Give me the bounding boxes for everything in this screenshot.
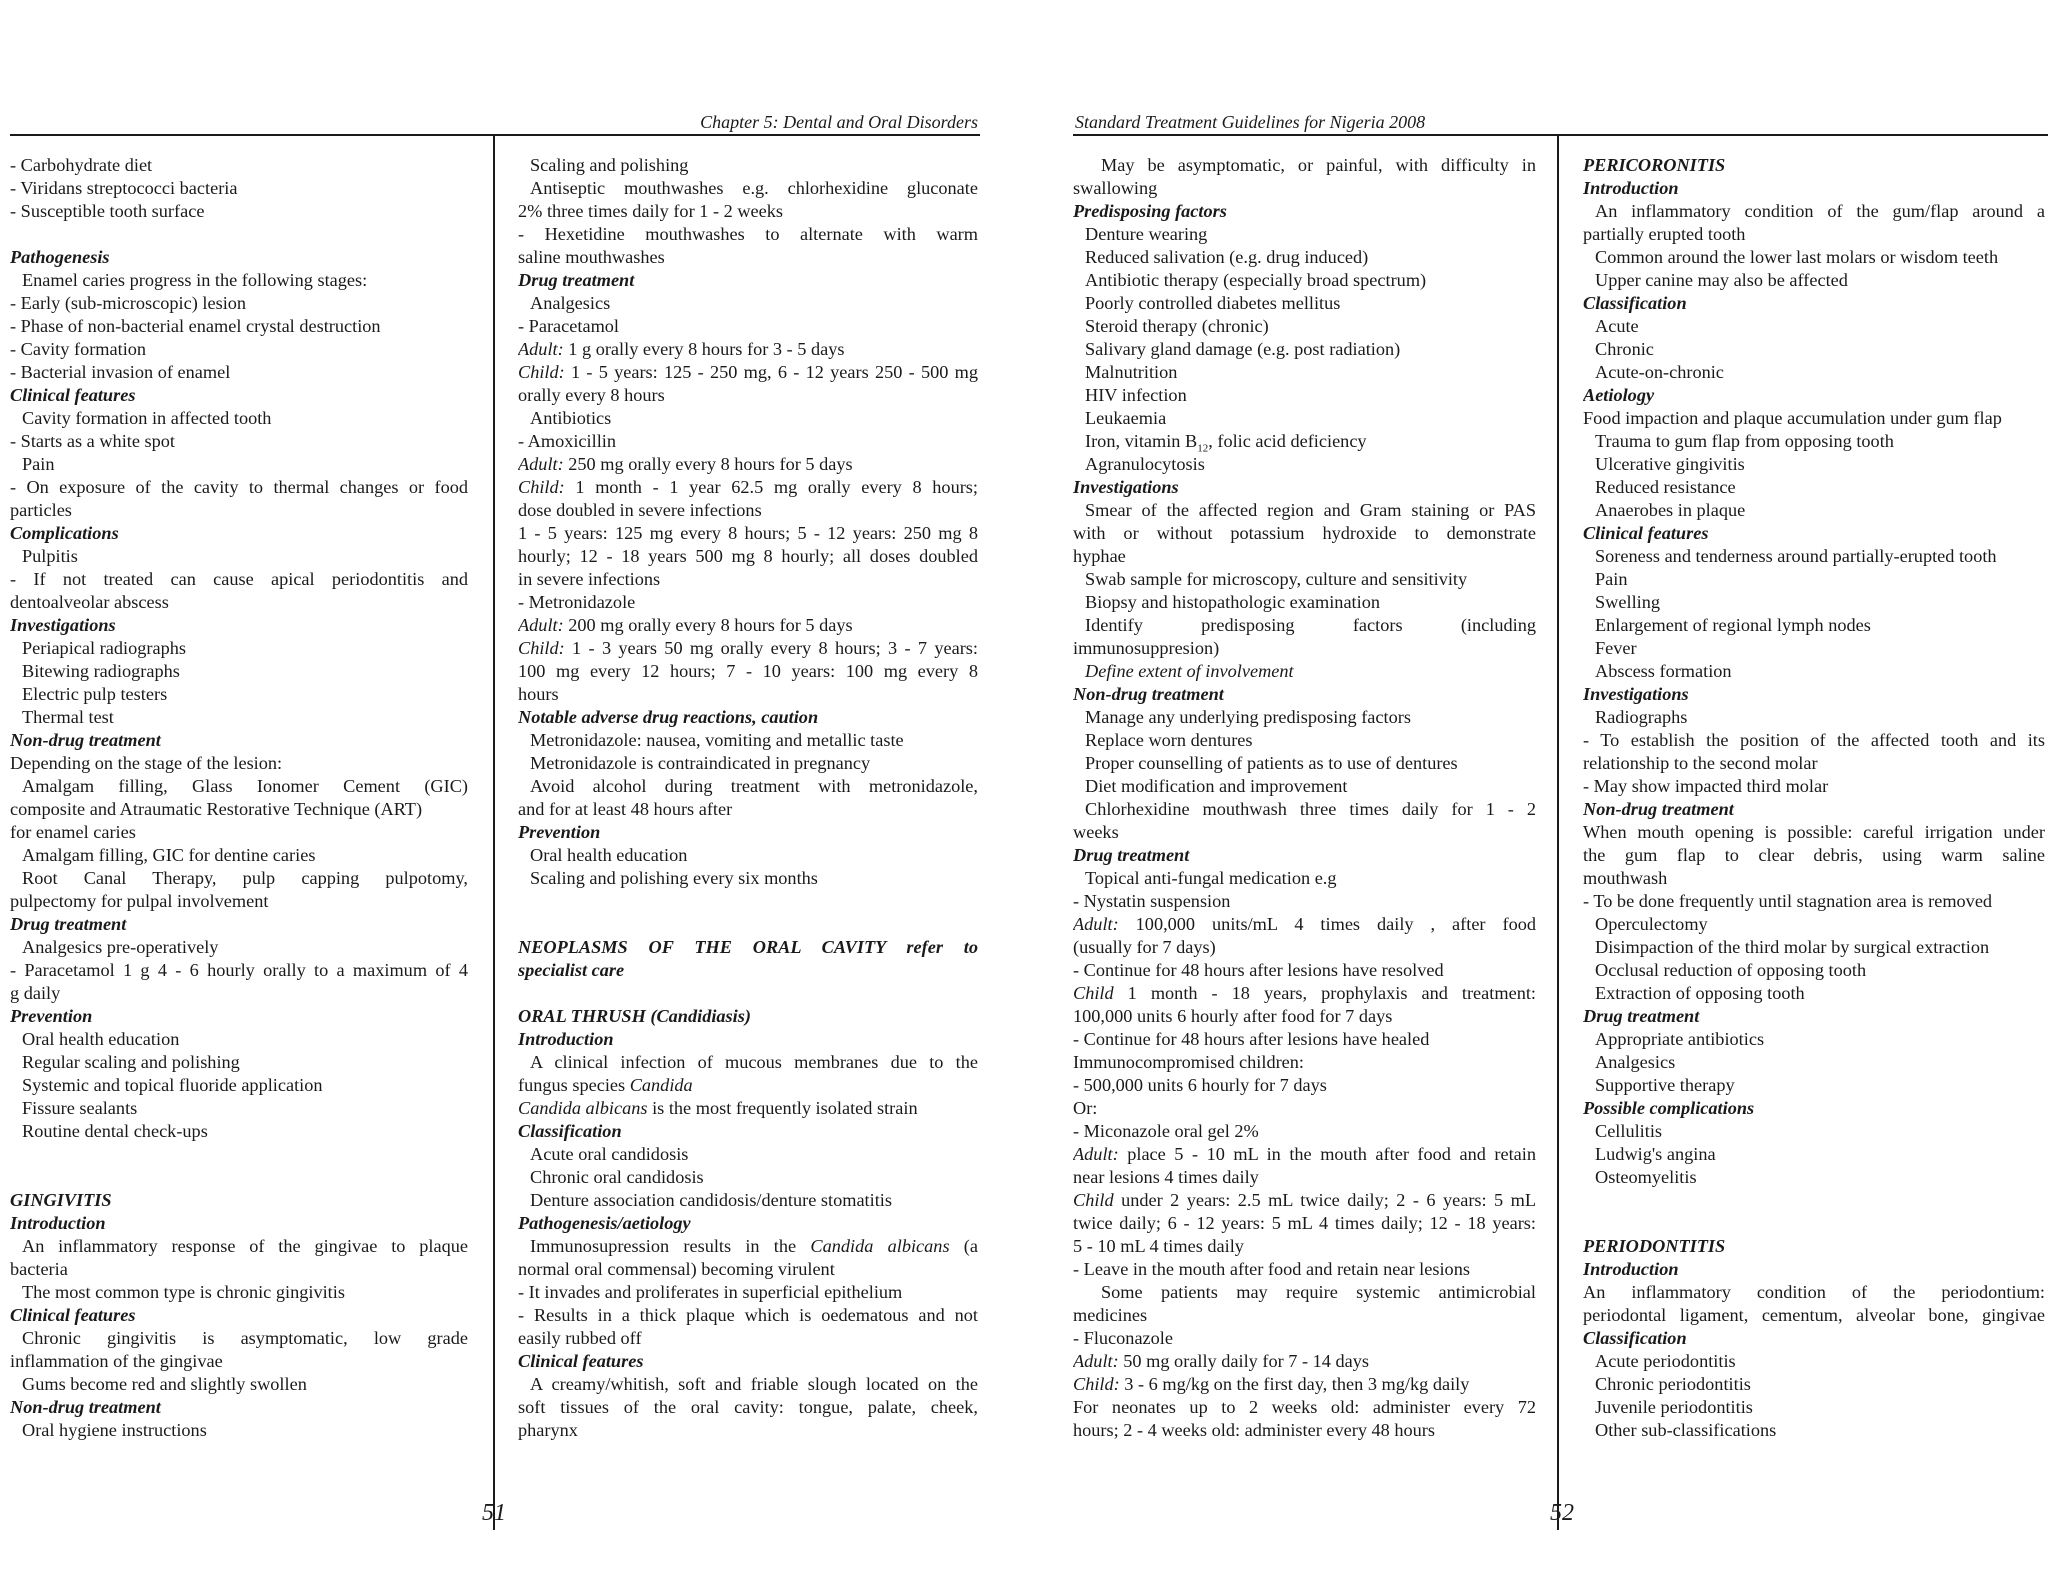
text-line: Denture association candidosis/denture stomatitis <box>530 1190 892 1210</box>
page-number-left: 51 <box>482 1500 506 1526</box>
text-line: Acute <box>1595 316 1639 336</box>
text-line: Immunosupression results in the Candida albicans (a <box>530 1236 978 1256</box>
text-line: for enamel caries <box>10 822 136 842</box>
text-line: (usually for 7 days) <box>1073 937 1216 957</box>
text-line: Cavity formation in affected tooth <box>22 408 272 428</box>
page-52-column-1 <box>1073 154 1536 1442</box>
subheading: Non-drug treatment <box>10 1397 161 1417</box>
text-line: Child: 1 month - 1 year 62.5 mg orally every 8 hours; <box>518 477 978 497</box>
text-line: Electric pulp testers <box>22 684 168 704</box>
text-line: Proper counselling of patients as to use of dentures <box>1085 753 1458 773</box>
subheading: Prevention <box>518 822 601 842</box>
text-line: - Continue for 48 hours after lesions have healed <box>1073 1029 1430 1049</box>
text-line: Amalgam filling, GIC for dentine caries <box>22 845 316 865</box>
text-line: Occlusal reduction of opposing tooth <box>1595 960 1867 980</box>
page-51-column-2 <box>518 154 978 1442</box>
text-line: near lesions 4 times daily <box>1073 1167 1259 1187</box>
text-line: 5 - 10 mL 4 times daily <box>1073 1236 1244 1256</box>
text-line: hours <box>518 684 559 704</box>
text-line: An inflammatory condition of the periodontium: <box>1583 1282 2045 1302</box>
text-line: Fever <box>1595 638 1637 658</box>
text-line: hyphae <box>1073 546 1126 566</box>
blank-line <box>518 982 978 1005</box>
text-line: Denture wearing <box>1085 224 1208 244</box>
text-line: Diet modification and improvement <box>1085 776 1348 796</box>
text-line: 2% three times daily for 1 - 2 weeks <box>518 201 783 221</box>
text-line: immunosuppresion) <box>1073 638 1220 658</box>
text-line: Identify predisposing factors (including <box>1085 615 1536 635</box>
text-line: Acute-on-chronic <box>1595 362 1724 382</box>
text-line: - Early (sub-microscopic) lesion <box>10 293 247 313</box>
text-line: Avoid alcohol during treatment with metronidazole, <box>530 776 978 796</box>
text-line: Antibiotics <box>530 408 612 428</box>
text-line: swallowing <box>1073 178 1158 198</box>
text-line: Adult: 1 g orally every 8 hours for 3 - 5 days <box>518 339 845 359</box>
text-line: An inflammatory response of the gingivae to plaque <box>22 1236 468 1256</box>
text-line: Pulpitis <box>22 546 78 566</box>
text-line: Upper canine may also be affected <box>1595 270 1848 290</box>
text-line: Agranulocytosis <box>1085 454 1205 474</box>
text-line: HIV infection <box>1085 385 1187 405</box>
text-line: - Miconazole oral gel 2% <box>1073 1121 1259 1141</box>
text-line: medicines <box>1073 1305 1148 1325</box>
text-line: - To be done frequently until stagnation area is removed <box>1583 891 1993 911</box>
text-line: mouthwash <box>1583 868 1668 888</box>
text-line: - To establish the position of the affected tooth and its <box>1583 730 2045 750</box>
text-line: Acute periodontitis <box>1595 1351 1736 1371</box>
subheading: Classification <box>1583 1328 1687 1348</box>
text-line: Iron, vitamin $B_{12}$, folic acid deficiency <box>1085 431 1367 453</box>
text-line: - Amoxicillin <box>518 431 617 451</box>
text-line: Adult: place 5 - 10 mL in the mouth after food and retain <box>1073 1144 1536 1164</box>
text-line: Pain <box>22 454 55 474</box>
section-title: GINGIVITIS <box>10 1190 112 1210</box>
subheading: Drug treatment <box>1073 845 1190 865</box>
text-line: - Fluconazole <box>1073 1328 1174 1348</box>
text-line: Disimpaction of the third molar by surgical extraction <box>1595 937 1990 957</box>
text-line: Adult: 200 mg orally every 8 hours for 5 days <box>518 615 853 635</box>
text-line: Routine dental check-ups <box>22 1121 208 1141</box>
text-line: dentoalveolar abscess <box>10 592 169 612</box>
text-line: Swelling <box>1595 592 1661 612</box>
text-line: Antibiotic therapy (especially broad spectrum) <box>1085 270 1427 290</box>
text-line: Gums become red and slightly swollen <box>22 1374 307 1394</box>
text-line: 100 mg every 12 hours; 7 - 10 years: 100 mg every 8 <box>518 661 978 681</box>
blank-line <box>1583 1212 2045 1235</box>
text-line: - Susceptible tooth surface <box>10 201 205 221</box>
section-title: specialist care <box>518 960 625 980</box>
text-line: Cellulitis <box>1595 1121 1663 1141</box>
text-line: Regular scaling and polishing <box>22 1052 240 1072</box>
text-line: orally every 8 hours <box>518 385 665 405</box>
text-line: Appropriate antibiotics <box>1595 1029 1765 1049</box>
text-line: in severe infections <box>518 569 661 589</box>
subheading: Clinical features <box>1583 523 1709 543</box>
text-line: - Paracetamol 1 g 4 - 6 hourly orally to a maximum of 4 <box>10 960 468 980</box>
text-line: Periapical radiographs <box>22 638 186 658</box>
subheading: Notable adverse drug reactions, caution <box>518 707 819 727</box>
text-line: - Phase of non-bacterial enamel crystal destruction <box>10 316 381 336</box>
column-divider-left-page <box>493 135 495 1530</box>
blank-line <box>10 1143 468 1166</box>
text-line: periodontal ligament, cementum, alveolar bone, gingivae <box>1583 1305 2045 1325</box>
text-line: and for at least 48 hours after <box>518 799 733 819</box>
text-line: 1 - 5 years: 125 mg every 8 hours; 5 - 12 years: 250 mg 8 <box>518 523 978 543</box>
text-line: weeks <box>1073 822 1119 842</box>
text-line: - On exposure of the cavity to thermal changes or food <box>10 477 468 497</box>
text-line: Oral health education <box>22 1029 180 1049</box>
page-52-column-2 <box>1583 154 2045 1442</box>
subheading: Non-drug treatment <box>1583 799 1734 819</box>
text-line: Candida albicans is the most frequently isolated strain <box>518 1098 918 1118</box>
text-line: Adult: 50 mg orally daily for 7 - 14 days <box>1073 1351 1370 1371</box>
text-line: Reduced salivation (e.g. drug induced) <box>1085 247 1369 267</box>
running-header-right: Standard Treatment Guidelines for Nigeria 2008 <box>1075 112 1426 132</box>
text-line: Common around the lower last molars or wisdom teeth <box>1595 247 1999 267</box>
text-line: Antiseptic mouthwashes e.g. chlorhexidine gluconate <box>530 178 978 198</box>
blank-line <box>518 890 978 913</box>
blank-line <box>518 913 978 936</box>
section-title: PERICORONITIS <box>1583 155 1726 175</box>
text-line: Oral health education <box>530 845 688 865</box>
text-line: particles <box>10 500 72 520</box>
text-line: Child 1 month - 18 years, prophylaxis and treatment: <box>1073 983 1536 1003</box>
text-line: Chronic gingivitis is asymptomatic, low grade <box>22 1328 468 1348</box>
text-line: An inflammatory condition of the gum/flap around a <box>1595 201 2045 221</box>
text-line: Other sub-classifications <box>1595 1420 1777 1440</box>
text-line: hours; 2 - 4 weeks old: administer every 48 hours <box>1073 1420 1436 1440</box>
text-line: Child: 1 - 5 years: 125 - 250 mg, 6 - 12 years 250 - 500 mg <box>518 362 978 382</box>
text-line: Salivary gland damage (e.g. post radiation) <box>1085 339 1401 359</box>
text-line: Replace worn dentures <box>1085 730 1253 750</box>
text-line: Topical anti-fungal medication e.g <box>1085 868 1337 888</box>
text-line: - Continue for 48 hours after lesions have resolved <box>1073 960 1444 980</box>
subheading: Introduction <box>518 1029 614 1049</box>
text-line: Leukaemia <box>1085 408 1167 428</box>
text-line: Analgesics <box>530 293 611 313</box>
text-line: - 500,000 units 6 hourly for 7 days <box>1073 1075 1327 1095</box>
text-line: Abscess formation <box>1595 661 1732 681</box>
text-line: Operculectomy <box>1595 914 1708 934</box>
text-line: For neonates up to 2 weeks old: administer every 72 <box>1073 1397 1536 1417</box>
subheading: Pathogenesis <box>10 247 110 267</box>
subheading: Possible complications <box>1583 1098 1755 1118</box>
section-title: NEOPLASMS OF THE ORAL CAVITY refer to <box>518 937 978 957</box>
text-line: - It invades and proliferates in superficial epithelium <box>518 1282 903 1302</box>
text-line: fungus species Candida <box>518 1075 693 1095</box>
subheading: Investigations <box>1583 684 1689 704</box>
subheading: Classification <box>518 1121 622 1141</box>
text-line: Manage any underlying predisposing factors <box>1085 707 1411 727</box>
text-line: normal oral commensal) becoming virulent <box>518 1259 835 1279</box>
subheading: Drug treatment <box>518 270 635 290</box>
text-line: Juvenile periodontitis <box>1595 1397 1753 1417</box>
text-line: relationship to the second molar <box>1583 753 1818 773</box>
text-line: Soreness and tenderness around partially-erupted tooth <box>1595 546 1997 566</box>
text-line: Adult: 250 mg orally every 8 hours for 5 days <box>518 454 853 474</box>
text-line: Child under 2 years: 2.5 mL twice daily; 2 - 6 years: 5 mL <box>1073 1190 1536 1210</box>
text-line: Chronic <box>1595 339 1654 359</box>
running-header-left: Chapter 5: Dental and Oral Disorders <box>700 112 978 132</box>
text-line: with or without potassium hydroxide to demonstrate <box>1073 523 1536 543</box>
text-line: - Results in a thick plaque which is oedematous and not <box>518 1305 978 1325</box>
text-line: Chronic periodontitis <box>1595 1374 1751 1394</box>
subheading: Non-drug treatment <box>10 730 161 750</box>
text-line: twice daily; 6 - 12 years: 5 mL 4 times daily; 12 - 18 years: <box>1073 1213 1536 1233</box>
text-line: easily rubbed off <box>518 1328 642 1348</box>
blank-line <box>10 1166 468 1189</box>
text-line: saline mouthwashes <box>518 247 665 267</box>
text-line: bacteria <box>10 1259 68 1279</box>
text-line: g daily <box>10 983 61 1003</box>
text-line: Bitewing radiographs <box>22 661 180 681</box>
subheading: Pathogenesis/aetiology <box>518 1213 691 1233</box>
text-line: Smear of the affected region and Gram staining or PAS <box>1085 500 1536 520</box>
page-51-column-1 <box>10 154 468 1442</box>
subheading: Prevention <box>10 1006 93 1026</box>
text-line: Fissure sealants <box>22 1098 138 1118</box>
text-line: - Starts as a white spot <box>10 431 176 451</box>
text-line: Or: <box>1073 1098 1098 1118</box>
text-line: Metronidazole is contraindicated in pregnancy <box>530 753 871 773</box>
text-line: Malnutrition <box>1085 362 1178 382</box>
subheading: Clinical features <box>10 385 136 405</box>
subheading: Drug treatment <box>1583 1006 1700 1026</box>
text-line: Thermal test <box>22 707 114 727</box>
subheading: Introduction <box>1583 1259 1679 1279</box>
text-line: Metronidazole: nausea, vomiting and metallic taste <box>530 730 904 750</box>
text-line: Chlorhexidine mouthwash three times daily for 1 - 2 <box>1085 799 1536 819</box>
text-line: Immunocompromised children: <box>1073 1052 1305 1072</box>
text-line: - Paracetamol <box>518 316 620 336</box>
header-rule-left <box>10 134 980 136</box>
text-line: Chronic oral candidosis <box>530 1167 704 1187</box>
text-line: 100,000 units 6 hourly after food for 7 days <box>1073 1006 1393 1026</box>
text-line: pharynx <box>518 1420 578 1440</box>
text-line: Pain <box>1595 569 1628 589</box>
text-line: - Cavity formation <box>10 339 147 359</box>
text-line: Ulcerative gingivitis <box>1595 454 1745 474</box>
text-line: dose doubled in severe infections <box>518 500 762 520</box>
text-line: Some patients may require systemic antimicrobial <box>1101 1282 1536 1302</box>
subheading: Drug treatment <box>10 914 127 934</box>
text-line: Oral hygiene instructions <box>22 1420 207 1440</box>
subheading: Introduction <box>10 1213 106 1233</box>
section-title: ORAL THRUSH (Candidiasis) <box>518 1006 751 1026</box>
text-line: - Metronidazole <box>518 592 636 612</box>
text-line: Define extent of involvement <box>1085 661 1294 681</box>
section-title: PERIODONTITIS <box>1583 1236 1726 1256</box>
subheading: Clinical features <box>10 1305 136 1325</box>
text-line: - Leave in the mouth after food and retain near lesions <box>1073 1259 1470 1279</box>
text-line: composite and Atraumatic Restorative Technique (ART) <box>10 799 423 819</box>
text-line: Scaling and polishing <box>530 155 689 175</box>
text-line: Enlargement of regional lymph nodes <box>1595 615 1871 635</box>
text-line: Enamel caries progress in the following stages: <box>22 270 368 290</box>
text-line: Analgesics pre-operatively <box>22 937 219 957</box>
text-line: Supportive therapy <box>1595 1075 1735 1095</box>
text-line: - Nystatin suspension <box>1073 891 1231 911</box>
page-number-right: 52 <box>1550 1500 1574 1526</box>
subheading: Introduction <box>1583 178 1679 198</box>
text-line: - If not treated can cause apical periodontitis and <box>10 569 468 589</box>
subheading: Aetiology <box>1583 385 1655 405</box>
text-line: Poorly controlled diabetes mellitus <box>1085 293 1341 313</box>
text-line: soft tissues of the oral cavity: tongue, palate, cheek, <box>518 1397 978 1417</box>
text-line: Trauma to gum flap from opposing tooth <box>1595 431 1894 451</box>
text-line: - Bacterial invasion of enamel <box>10 362 231 382</box>
text-line: Adult: 100,000 units/mL 4 times daily , after food <box>1073 914 1536 934</box>
text-line: Radiographs <box>1595 707 1688 727</box>
text-line: Root Canal Therapy, pulp capping pulpotomy, <box>22 868 468 888</box>
text-line: Child: 3 - 6 mg/kg on the first day, then 3 mg/kg daily <box>1073 1374 1470 1394</box>
text-line: A clinical infection of mucous membranes due to the <box>530 1052 978 1072</box>
text-line: - Carbohydrate diet <box>10 155 153 175</box>
subheading: Clinical features <box>518 1351 644 1371</box>
text-line: Extraction of opposing tooth <box>1595 983 1805 1003</box>
text-line: May be asymptomatic, or painful, with difficulty in <box>1101 155 1536 175</box>
text-line: A creamy/whitish, soft and friable slough located on the <box>530 1374 978 1394</box>
text-line: Food impaction and plaque accumulation under gum flap <box>1583 408 2002 428</box>
text-line: Systemic and topical fluoride application <box>22 1075 323 1095</box>
header-rule-right <box>1073 134 2048 136</box>
blank-line <box>10 223 468 246</box>
subheading: Non-drug treatment <box>1073 684 1224 704</box>
text-line: Scaling and polishing every six months <box>530 868 818 888</box>
blank-line <box>1583 1189 2045 1212</box>
text-line: Amalgam filling, Glass Ionomer Cement (GIC) <box>22 776 468 796</box>
text-line: - Viridans streptococci bacteria <box>10 178 238 198</box>
subheading: Investigations <box>10 615 116 635</box>
text-line: hourly; 12 - 18 years 500 mg 8 hourly; all doses doubled <box>518 546 978 566</box>
text-line: inflammation of the gingivae <box>10 1351 223 1371</box>
text-line: Reduced resistance <box>1595 477 1736 497</box>
text-line: Osteomyelitis <box>1595 1167 1697 1187</box>
text-line: Acute oral candidosis <box>530 1144 689 1164</box>
text-line: - May show impacted third molar <box>1583 776 1829 796</box>
column-divider-right-page <box>1557 135 1559 1530</box>
text-line: Analgesics <box>1595 1052 1676 1072</box>
text-line: Ludwig's angina <box>1595 1144 1716 1164</box>
text-line: Steroid therapy (chronic) <box>1085 316 1269 336</box>
text-line: Biopsy and histopathologic examination <box>1085 592 1380 612</box>
text-line: - Hexetidine mouthwashes to alternate with warm <box>518 224 978 244</box>
text-line: partially erupted tooth <box>1583 224 1746 244</box>
text-line: When mouth opening is possible: careful irrigation under <box>1583 822 2045 842</box>
subheading: Investigations <box>1073 477 1179 497</box>
text-line: Depending on the stage of the lesion: <box>10 753 283 773</box>
text-line: Anaerobes in plaque <box>1595 500 1746 520</box>
subheading: Complications <box>10 523 119 543</box>
subheading: Predisposing factors <box>1073 201 1227 221</box>
text-line: Swab sample for microscopy, culture and sensitivity <box>1085 569 1468 589</box>
text-line: Child: 1 - 3 years 50 mg orally every 8 hours; 3 - 7 years: <box>518 638 978 658</box>
text-line: the gum flap to clear debris, using warm saline <box>1583 845 2045 865</box>
subheading: Classification <box>1583 293 1687 313</box>
text-line: pulpectomy for pulpal involvement <box>10 891 269 911</box>
text-line: The most common type is chronic gingivitis <box>22 1282 345 1302</box>
